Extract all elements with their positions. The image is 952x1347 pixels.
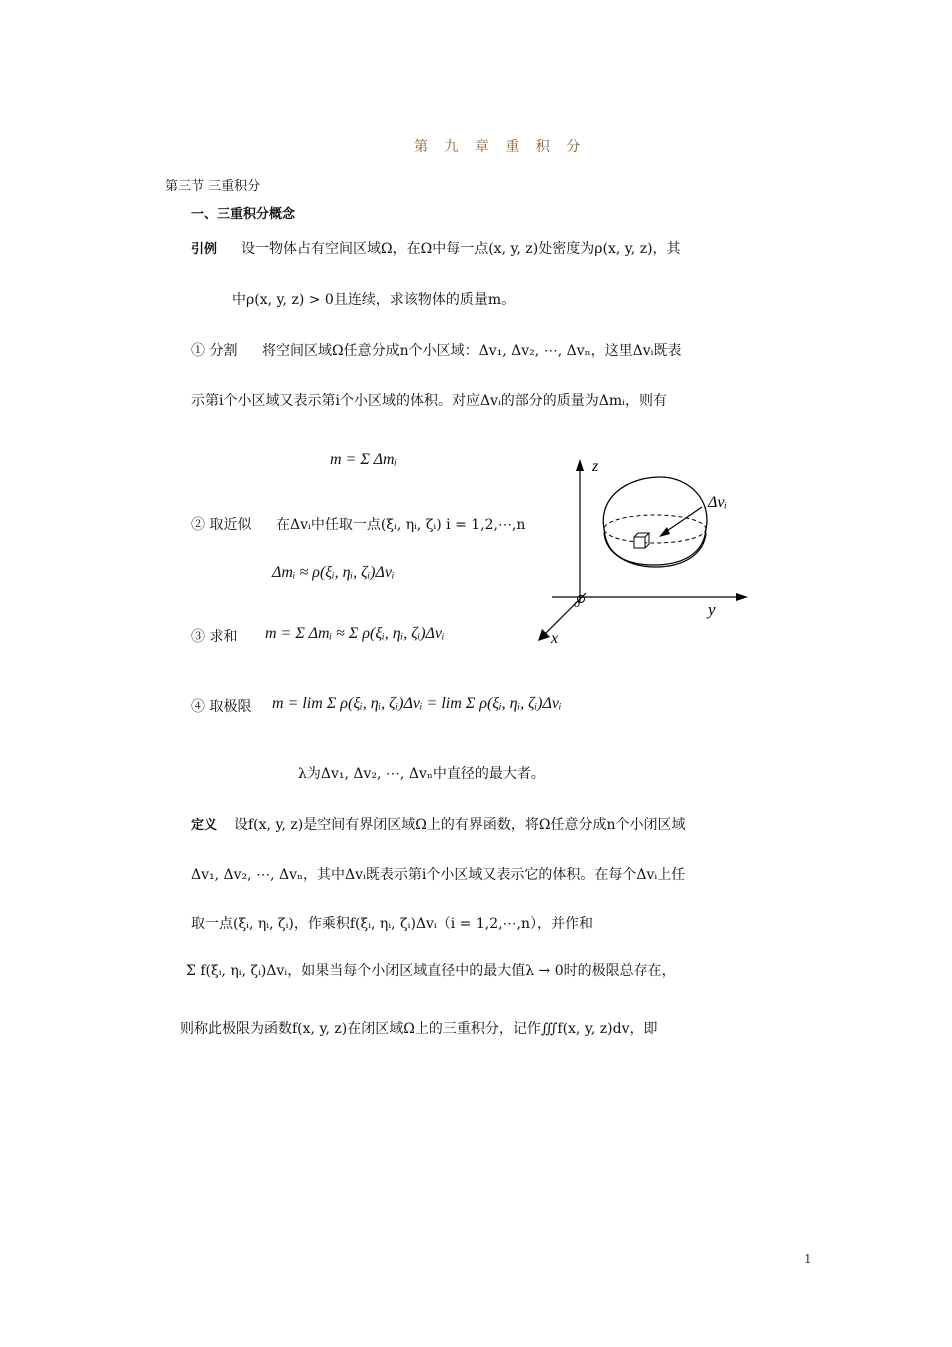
origin-label: o [574,596,580,610]
page-number: 1 [804,1252,812,1266]
step3-label: ③ 求和 [191,629,238,645]
step4-note: λ为Δv₁, Δv₂, ⋯, Δvₙ中直径的最大者。 [298,766,545,782]
formula-mass-sum: m = Σ Δmᵢ [330,451,398,468]
axis-z-label: z [592,458,599,475]
step1-line-2: 示第i个小区域又表示第i个小区域的体积。对应Δvᵢ的部分的质量为Δmᵢ，则有 [191,393,667,409]
axis-y-label: y [708,600,716,619]
region-figure [530,455,760,655]
definition-line-5: 则称此极限为函数f(x, y, z)在闭区域Ω上的三重积分，记作∭f(x, y, z)dv，即 [180,1021,658,1037]
step1-line-1: 将空间区域Ω任意分成n个小区域：Δv₁, Δv₂, ⋯, Δvₙ，这里Δvᵢ既表 [262,343,682,359]
definition-line-3: 取一点(ξᵢ, ηᵢ, ζᵢ)，作乘积f(ξᵢ, ηᵢ, ζᵢ)Δvᵢ（i = 1,2,⋯,n），并作和 [191,916,594,932]
definition-line-4: Σ f(ξᵢ, ηᵢ, ζᵢ)Δvᵢ，如果当每个小闭区域直径中的最大值λ → 0时的极限总存在， [186,963,676,979]
example-line-2: 中ρ(x, y, z) > 0且连续，求该物体的质量m。 [232,292,516,308]
example-label: 引例 [191,242,218,257]
definition-line-1: 设f(x, y, z)是空间有界闭区域Ω上的有界函数，将Ω任意分成n个小闭区域 [234,817,686,833]
step2-text: 在Δvᵢ中任取一点(ξᵢ, ηᵢ, ζᵢ) i = 1,2,⋯,n [276,517,526,533]
subsection-title: 一、三重积分概念 [191,207,296,222]
chapter-title: 第 九 章 重 积 分 [414,139,587,155]
definition-label: 定义 [191,818,218,833]
definition-line-2: Δv₁, Δv₂, ⋯, Δvₙ，其中Δvᵢ既表示第i个小区域又表示它的体积。在每个Δvᵢ上任 [191,867,686,883]
dv-label: Δvᵢ [708,494,728,511]
example-line-1: 设一物体占有空间区域Ω，在Ω中每一点(x, y, z)处密度为ρ(x, y, z)，其 [241,241,681,257]
step2-formula: Δmᵢ ≈ ρ(ξᵢ, ηᵢ, ζᵢ)Δvᵢ [272,564,395,581]
step4-formula: m = lim Σ ρ(ξᵢ, ηᵢ, ζᵢ)Δvᵢ = lim Σ ρ(ξᵢ, ηᵢ, ζᵢ)Δvᵢ [272,695,562,712]
step3-formula: m = Σ Δmᵢ ≈ Σ ρ(ξᵢ, ηᵢ, ζᵢ)Δvᵢ [265,625,445,642]
step2-label: ② 取近似 [191,517,252,533]
step4-label: ④ 取极限 [191,699,252,715]
axis-x-label: x [551,630,559,647]
section-title: 第三节 三重积分 [165,179,261,194]
step1-label: ① 分割 [191,343,238,359]
